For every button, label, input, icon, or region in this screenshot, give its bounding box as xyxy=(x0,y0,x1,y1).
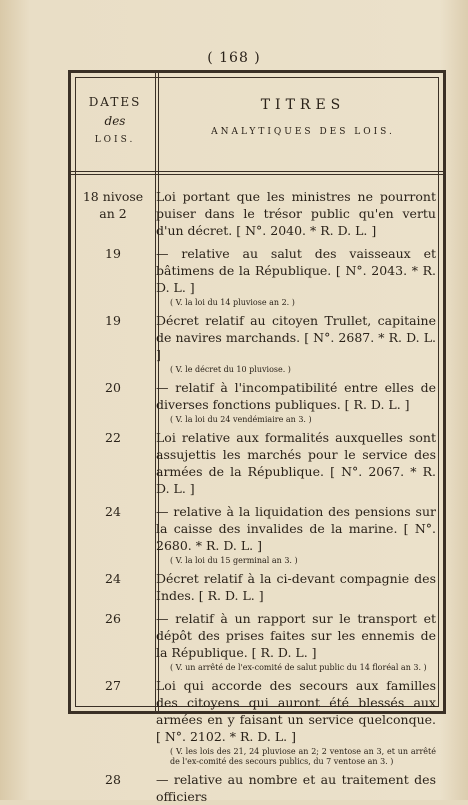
law-entry xyxy=(74,570,442,604)
entry-text: Décret relatif au citoyen Trullet, capitaine de navires marchands. [ N°. 2687. * R. D. L. ] xyxy=(156,313,436,362)
law-entry xyxy=(74,312,442,379)
entry-text: Loi relative aux formalités auxquelles sont assujettis les marchés pour le service des armées de la République. [ N°. 2067. * R. D. L. ] xyxy=(156,430,436,496)
law-entry xyxy=(74,677,442,771)
entry-date: 27 xyxy=(105,678,121,693)
entry-note: ( V. la loi du 14 pluviose an 2. ) xyxy=(170,298,295,307)
entry-date: 22 xyxy=(105,430,121,445)
entry-date: 18 nivose an 2 xyxy=(82,189,144,221)
titles-column-subheader: ANALYTIQUES DES LOIS. xyxy=(211,127,395,137)
entry-date: 19 xyxy=(105,246,121,261)
page-number: ( 168 ) xyxy=(207,50,261,66)
entry-text: — relatif à un rapport sur le transport et dépôt des prises faites sur les ennemis de la République. [ R. D. L. ] xyxy=(156,611,436,660)
entry-text: — relatif à l'incompatibilité entre elles de diverses fonctions publiques. [ R. D. L. ] xyxy=(156,380,436,412)
law-entry xyxy=(74,245,442,312)
header-rule xyxy=(71,171,443,172)
law-entry xyxy=(74,379,442,429)
entry-text: — relative au salut des vaisseaux et bâtimens de la République. [ N°. 2043. * R. D. L. ] xyxy=(156,246,436,295)
dates-header-line2: des xyxy=(104,114,126,128)
entry-date: 28 xyxy=(105,772,121,787)
law-entry xyxy=(74,610,442,677)
entry-date: 24 xyxy=(105,504,121,519)
law-entry xyxy=(74,429,442,497)
law-entry xyxy=(74,503,442,570)
header-rule xyxy=(71,174,443,175)
entry-note: ( V. les lois des 21, 24 pluviose an 2; 2 ventose an 3, et un arrêté de l'ex-comité des secours publics, du 7 ventose an 3. ) xyxy=(170,747,436,766)
entry-text: Décret relatif à la ci-devant compagnie des Indes. [ R. D. L. ] xyxy=(156,571,436,603)
entry-text: — relative au nombre et au traitement des officiers xyxy=(156,772,436,804)
entry-text: Loi portant que les ministres ne pourront puiser dans le trésor public qu'en vertu d'un décret. [ N°. 2040. * R. D. L. ] xyxy=(156,189,436,238)
law-entries-list xyxy=(74,188,442,805)
entry-date: 24 xyxy=(105,571,121,586)
entry-note: ( V. le décret du 10 pluviose. ) xyxy=(170,365,291,374)
entry-text: — relative à la liquidation des pensions sur la caisse des invalides de la marine. [ N°. 2680. * R. D. L. ] xyxy=(156,504,436,553)
dates-column-header xyxy=(75,93,155,150)
titles-column-header: TITRES xyxy=(260,97,346,113)
entry-note: ( V. la loi du 15 germinal an 3. ) xyxy=(170,556,298,565)
dates-header-line1: DATES xyxy=(88,95,142,109)
entry-note: ( V. un arrêté de l'ex-comité de salut public du 14 floréal an 3. ) xyxy=(170,663,427,672)
entry-text: Loi qui accorde des secours aux familles des citoyens qui auront été blessés aux armées en y faisant un service quelconque. [ N°. 2102. * R. D. L. ] xyxy=(156,678,436,744)
entry-note: ( V. la loi du 24 vendémiaire an 3. ) xyxy=(170,415,312,424)
entry-date: 26 xyxy=(105,611,121,626)
entry-date: 19 xyxy=(105,313,121,328)
law-entry xyxy=(74,188,442,239)
dates-header-line3: LOIS. xyxy=(94,135,136,145)
entry-date: 20 xyxy=(105,380,121,395)
